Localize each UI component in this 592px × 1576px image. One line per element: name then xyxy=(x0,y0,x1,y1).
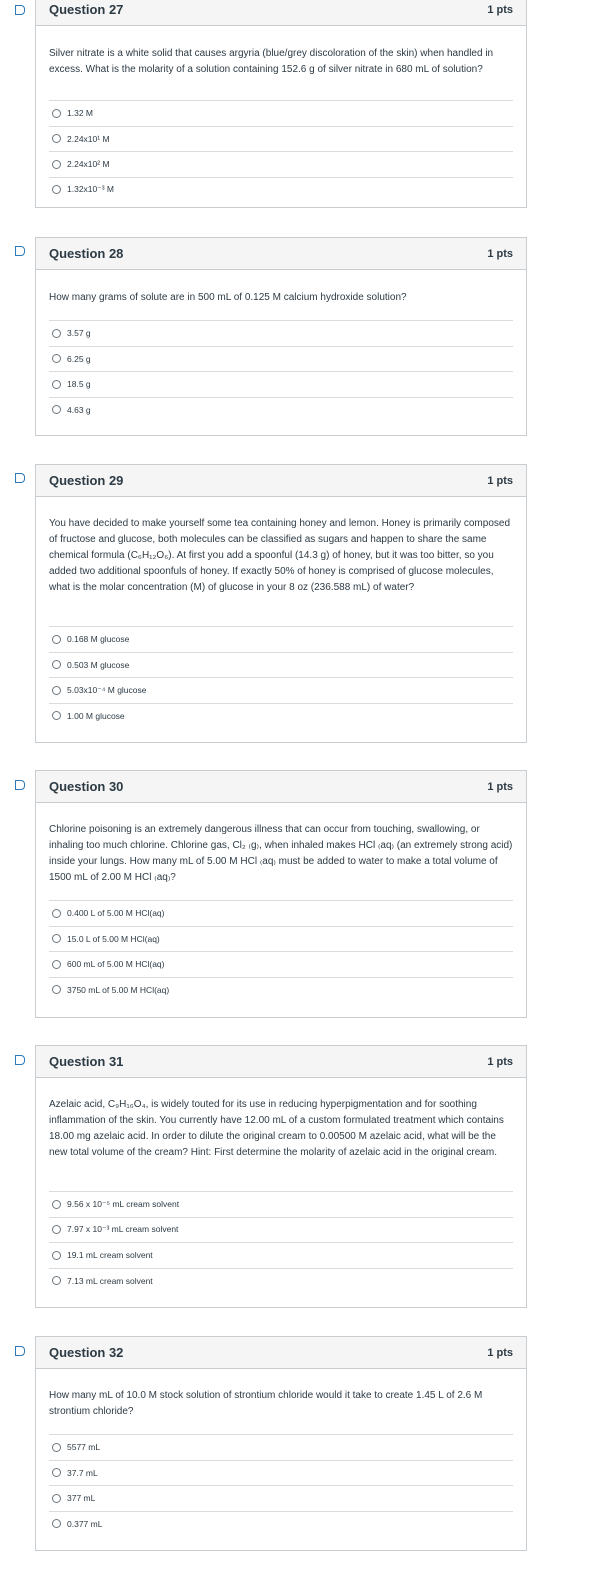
answer-option[interactable]: 0.168 M glucose xyxy=(49,626,513,652)
question-32 xyxy=(35,1336,527,1551)
radio-button[interactable] xyxy=(52,711,61,720)
question-text: Chlorine poisoning is an extremely dangerous illness that can occur from touching, swallowing, or inhaling too much chlorine. Chlorine gas, Cl₂ ₍g₎, when inhaled makes HCl ₍aq₎ (an extremely strong acid) inside your lungs. How many mL of 5.00 M HCl ₍aq₎ must be added to water to make a total volume of 1500 mL of 2.00 M HCl ₍aq₎? xyxy=(49,824,513,883)
question-title: Question 32 xyxy=(49,1345,124,1360)
question-text: How many grams of solute are in 500 mL of 0.125 M calcium hydroxide solution? xyxy=(49,292,407,303)
question-header xyxy=(36,238,526,270)
radio-button[interactable] xyxy=(52,985,61,994)
flag-question-icon[interactable] xyxy=(15,780,25,790)
answer-option[interactable]: 377 mL xyxy=(49,1485,513,1511)
question-text: You have decided to make yourself some tea containing honey and lemon. Honey is primarily composed of fructose and glucose, both molecules can be classified as sugars and happen to share the same chemical formula (C₆H₁₂O₆). At first you add a spoonful (14.3 g) of honey, but it was too bitter, so you added two additional spoonfuls of honey. If exactly 50% of honey is comprised of glucose molecules, what is the molar concentration (M) of glucose in your 8 oz (236.588 mL) of water? xyxy=(49,518,511,593)
question-header xyxy=(36,1337,526,1369)
answer-option[interactable]: 2.24x10² M xyxy=(49,151,513,177)
radio-button[interactable] xyxy=(52,1519,61,1528)
question-points: 1 pts xyxy=(487,3,513,16)
radio-button[interactable] xyxy=(52,405,61,414)
question-text: Silver nitrate is a white solid that causes argyria (blue/grey discoloration of the skin) when handled in excess. What is the molarity of a solution containing 152.6 g of silver nitrate in 680 mL of solution? xyxy=(49,48,494,75)
radio-button[interactable] xyxy=(52,134,61,143)
answer-option[interactable]: 3.57 g xyxy=(49,320,513,346)
answer-option[interactable]: 0.377 mL xyxy=(49,1511,513,1537)
answer-option[interactable]: 1.32x10⁻³ M xyxy=(49,177,513,203)
question-title: Question 28 xyxy=(49,246,124,261)
radio-button[interactable] xyxy=(52,1468,61,1477)
question-header xyxy=(36,1046,526,1078)
radio-button[interactable] xyxy=(52,185,61,194)
radio-button[interactable] xyxy=(52,934,61,943)
radio-button[interactable] xyxy=(52,380,61,389)
radio-button[interactable] xyxy=(52,109,61,118)
answer-option[interactable]: 6.25 g xyxy=(49,346,513,372)
radio-button[interactable] xyxy=(52,1200,61,1209)
answer-option[interactable]: 15.0 L of 5.00 M HCl(aq) xyxy=(49,926,513,952)
question-30 xyxy=(35,770,527,1018)
question-header xyxy=(36,465,526,497)
radio-button[interactable] xyxy=(52,1276,61,1285)
answer-option[interactable]: 37.7 mL xyxy=(49,1460,513,1486)
radio-button[interactable] xyxy=(52,1494,61,1503)
answer-option[interactable]: 9.56 x 10⁻⁵ mL cream solvent xyxy=(49,1191,513,1217)
flag-question-icon[interactable] xyxy=(15,5,25,15)
question-header xyxy=(36,771,526,803)
question-points: 1 pts xyxy=(487,780,513,793)
question-28 xyxy=(35,237,527,436)
question-27 xyxy=(35,0,527,208)
answer-option[interactable]: 1.32 M xyxy=(49,100,513,126)
question-points: 1 pts xyxy=(487,247,513,260)
question-title: Question 31 xyxy=(49,1054,124,1069)
flag-question-icon[interactable] xyxy=(15,1055,25,1065)
question-points: 1 pts xyxy=(487,1055,513,1068)
question-title: Question 27 xyxy=(49,2,124,17)
radio-button[interactable] xyxy=(52,160,61,169)
answer-option[interactable]: 0.400 L of 5.00 M HCl(aq) xyxy=(49,900,513,926)
answer-option[interactable]: 18.5 g xyxy=(49,371,513,397)
answer-option[interactable]: 5577 mL xyxy=(49,1434,513,1460)
answer-option[interactable]: 19.1 mL cream solvent xyxy=(49,1242,513,1268)
question-31 xyxy=(35,1045,527,1308)
question-text: Azelaic acid, C₉H₁₆O₄, is widely touted for its use in reducing hyperpigmentation and for soothing inflammation of the skin. You currently have 12.00 mL of a custom formulated treatment which contains 18.00 mg azelaic acid. In order to dilute the original cream to 0.00500 M azelaic acid, what will be the new total volume of the cream? Hint: First determine the molarity of azelaic acid in the original cream. xyxy=(49,1099,504,1158)
answer-option[interactable]: 7.13 mL cream solvent xyxy=(49,1268,513,1294)
answer-option[interactable]: 2.24x10¹ M xyxy=(49,126,513,152)
flag-question-icon[interactable] xyxy=(15,473,25,483)
answer-option[interactable]: 5.03x10⁻⁴ M glucose xyxy=(49,677,513,703)
question-title: Question 30 xyxy=(49,779,124,794)
answer-option[interactable]: 7.97 x 10⁻³ mL cream solvent xyxy=(49,1217,513,1243)
radio-button[interactable] xyxy=(52,1443,61,1452)
question-text: How many mL of 10.0 M stock solution of strontium chloride would it take to create 1.45 L of 2.6 M strontium chloride? xyxy=(49,1390,483,1417)
answer-option[interactable]: 4.63 g xyxy=(49,397,513,423)
question-points: 1 pts xyxy=(487,474,513,487)
answer-option[interactable]: 600 mL of 5.00 M HCl(aq) xyxy=(49,951,513,977)
answer-option[interactable]: 1.00 M glucose xyxy=(49,703,513,729)
radio-button[interactable] xyxy=(52,1251,61,1260)
answer-option[interactable]: 3750 mL of 5.00 M HCl(aq) xyxy=(49,977,513,1003)
flag-question-icon[interactable] xyxy=(15,1346,25,1356)
question-header xyxy=(36,0,526,26)
radio-button[interactable] xyxy=(52,1225,61,1234)
radio-button[interactable] xyxy=(52,660,61,669)
radio-button[interactable] xyxy=(52,329,61,338)
flag-question-icon[interactable] xyxy=(15,246,25,256)
answer-option[interactable]: 0.503 M glucose xyxy=(49,652,513,678)
radio-button[interactable] xyxy=(52,960,61,969)
radio-button[interactable] xyxy=(52,354,61,363)
question-29 xyxy=(35,464,527,743)
question-title: Question 29 xyxy=(49,473,124,488)
radio-button[interactable] xyxy=(52,909,61,918)
radio-button[interactable] xyxy=(52,635,61,644)
radio-button[interactable] xyxy=(52,686,61,695)
question-points: 1 pts xyxy=(487,1346,513,1359)
